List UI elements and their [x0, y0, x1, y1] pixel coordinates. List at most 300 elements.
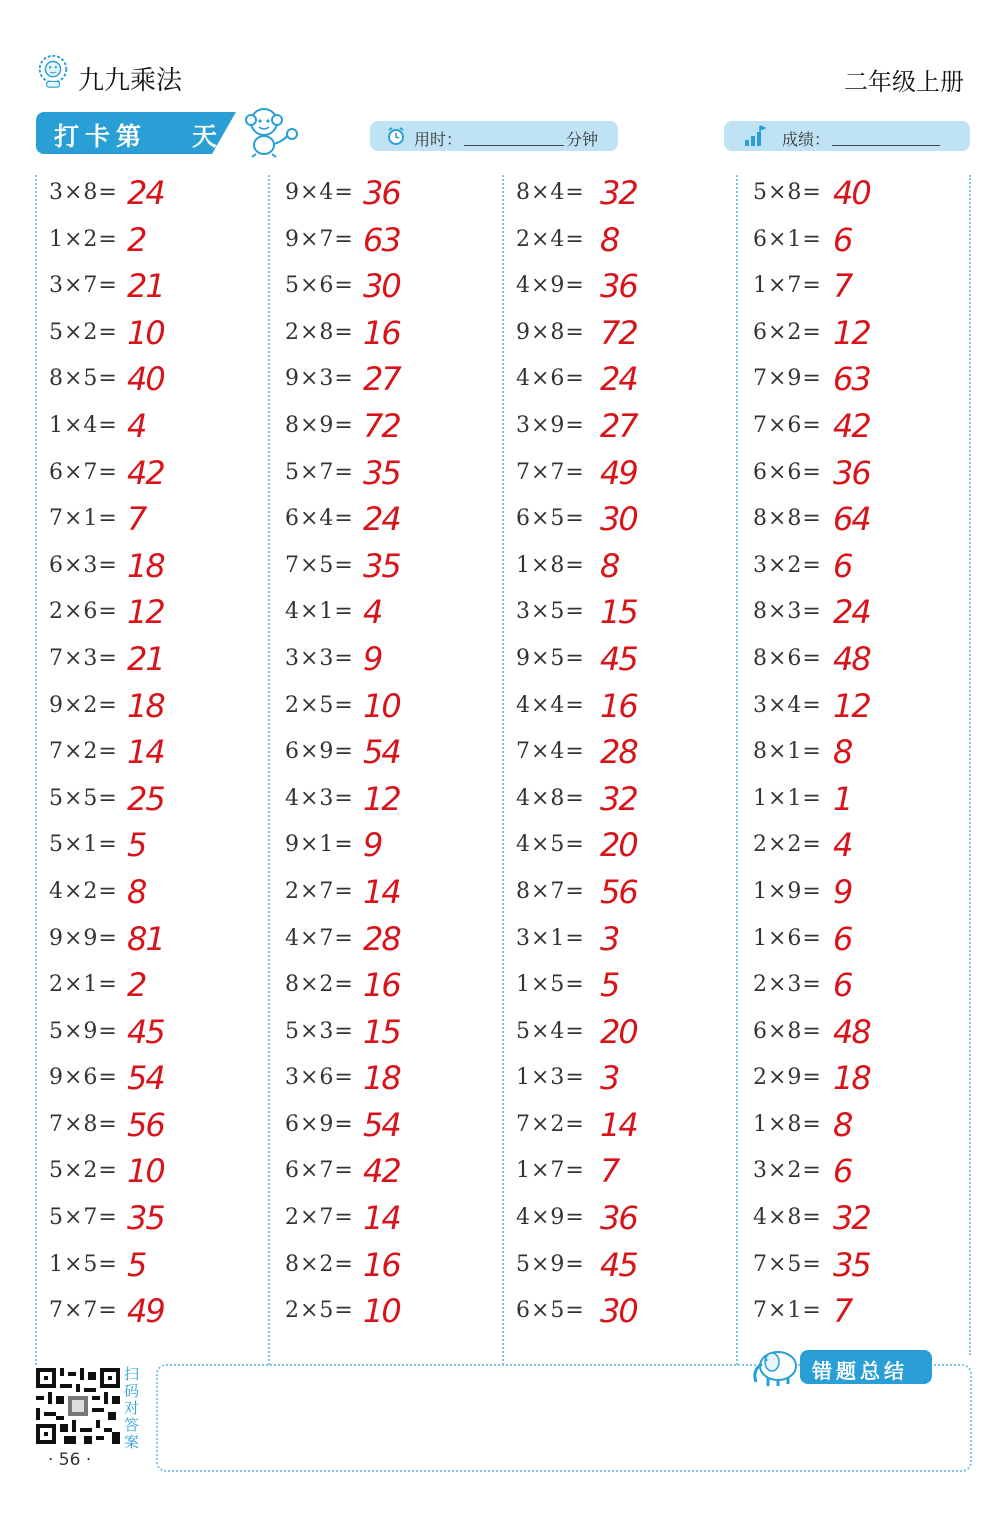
- equation-row: [285, 685, 515, 732]
- handwritten-answer[interactable]: 21: [127, 267, 164, 306]
- equation-row: [753, 1104, 983, 1151]
- equation-row: [753, 265, 983, 312]
- equation-question: 2×3=: [753, 972, 822, 998]
- handwritten-answer[interactable]: 14: [600, 1105, 637, 1144]
- equation-question: 5×2=: [49, 319, 118, 345]
- handwritten-answer[interactable]: 32: [600, 174, 637, 212]
- handwritten-answer[interactable]: 4: [363, 593, 382, 632]
- equation-row: [753, 1011, 983, 1058]
- handwritten-answer[interactable]: 49: [127, 1292, 164, 1331]
- clock-icon: [386, 126, 406, 146]
- equation-row: [516, 778, 746, 825]
- equation-row: [516, 1011, 746, 1058]
- equation-question: 3×1=: [516, 925, 585, 951]
- equation-question: 9×7=: [285, 226, 354, 252]
- equation-question: 5×7=: [285, 459, 354, 485]
- equation-row: [753, 498, 983, 545]
- handwritten-answer[interactable]: 15: [600, 593, 637, 632]
- equation-row: [49, 591, 279, 638]
- equation-question: 6×7=: [49, 459, 118, 485]
- qr-caption: 扫码对答案: [124, 1365, 140, 1451]
- equation-question: 6×1=: [753, 226, 822, 252]
- equation-row: [49, 1244, 279, 1291]
- equation-question: 3×7=: [49, 273, 118, 299]
- equation-question: 8×1=: [753, 739, 822, 765]
- equation-row: [753, 964, 983, 1011]
- handwritten-answer[interactable]: 12: [833, 313, 870, 352]
- equation-question: 7×7=: [516, 459, 585, 485]
- equation-question: 4×1=: [285, 599, 354, 625]
- handwritten-answer[interactable]: 8: [600, 546, 619, 585]
- equation-row: [49, 172, 279, 219]
- handwritten-answer[interactable]: 48: [833, 639, 870, 678]
- handwritten-answer[interactable]: 5: [127, 1245, 146, 1284]
- equation-question: 2×2=: [753, 832, 822, 858]
- handwritten-answer[interactable]: 35: [363, 453, 400, 492]
- equation-row: [285, 638, 515, 685]
- equation-row: [285, 871, 515, 918]
- handwritten-answer[interactable]: 36: [363, 174, 400, 212]
- page-title: 九九乘法: [78, 66, 183, 96]
- equation-question: 2×5=: [285, 692, 354, 718]
- equation-row: [516, 731, 746, 778]
- handwritten-answer[interactable]: 4: [833, 826, 852, 865]
- handwritten-answer[interactable]: 24: [833, 593, 870, 632]
- handwritten-answer[interactable]: 14: [127, 733, 164, 772]
- equation-row: [285, 964, 515, 1011]
- equation-row: [516, 1057, 746, 1104]
- equation-row: [285, 358, 515, 405]
- lion-icon: [34, 52, 72, 90]
- handwritten-answer[interactable]: 20: [600, 1012, 637, 1051]
- equation-question: 8×5=: [49, 366, 118, 392]
- handwritten-answer[interactable]: 36: [600, 267, 637, 306]
- handwritten-answer[interactable]: 15: [363, 1012, 400, 1051]
- handwritten-answer[interactable]: 72: [363, 406, 400, 445]
- equation-row: [753, 824, 983, 871]
- handwritten-answer[interactable]: 64: [833, 500, 870, 539]
- handwritten-answer[interactable]: 14: [363, 1199, 400, 1238]
- equation-row: [285, 824, 515, 871]
- equation-question: 2×8=: [285, 319, 354, 345]
- equation-question: 2×9=: [753, 1065, 822, 1091]
- equation-row: [285, 731, 515, 778]
- equation-question: 3×2=: [753, 1158, 822, 1184]
- handwritten-answer[interactable]: 1: [833, 779, 852, 818]
- handwritten-answer[interactable]: 4: [127, 406, 146, 445]
- equation-question: 2×7=: [285, 878, 354, 904]
- time-unit: 分钟: [566, 130, 599, 149]
- handwritten-answer[interactable]: 56: [127, 1105, 164, 1144]
- equation-row: [285, 1104, 515, 1151]
- equation-row: [516, 824, 746, 871]
- handwritten-answer[interactable]: 63: [363, 220, 400, 259]
- equation-question: 5×5=: [49, 785, 118, 811]
- handwritten-answer[interactable]: 27: [600, 406, 637, 445]
- handwritten-answer[interactable]: 35: [363, 546, 400, 585]
- equation-question: 5×2=: [49, 1158, 118, 1184]
- handwritten-answer[interactable]: 16: [363, 966, 400, 1005]
- equation-row: [49, 452, 279, 499]
- handwritten-answer[interactable]: 35: [127, 1199, 164, 1238]
- handwritten-answer[interactable]: 48: [833, 1012, 870, 1051]
- page-number: · 56 ·: [48, 1450, 92, 1470]
- handwritten-answer[interactable]: 28: [363, 919, 400, 958]
- equation-column-4: [753, 172, 983, 1337]
- equation-row: [753, 358, 983, 405]
- equation-question: 4×2=: [49, 878, 118, 904]
- handwritten-answer[interactable]: 5: [127, 826, 146, 865]
- equation-row: [516, 545, 746, 592]
- equation-row: [49, 312, 279, 359]
- equation-question: 5×1=: [49, 832, 118, 858]
- handwritten-answer[interactable]: 9: [363, 639, 382, 678]
- equation-row: [49, 498, 279, 545]
- handwritten-answer[interactable]: 10: [363, 1292, 400, 1331]
- equation-question: 8×8=: [753, 506, 822, 532]
- equation-question: 3×9=: [516, 412, 585, 438]
- equation-column-1: [49, 172, 279, 1337]
- equation-question: 7×1=: [753, 1298, 822, 1324]
- equation-question: 9×1=: [285, 832, 354, 858]
- equation-row: [49, 358, 279, 405]
- equation-question: 7×5=: [285, 552, 354, 578]
- equation-question: 4×5=: [516, 832, 585, 858]
- score-blank[interactable]: [832, 145, 940, 146]
- equation-row: [516, 358, 746, 405]
- handwritten-answer[interactable]: 18: [127, 546, 164, 585]
- handwritten-answer[interactable]: 7: [833, 267, 852, 306]
- handwritten-answer[interactable]: 27: [363, 360, 400, 399]
- equation-question: 6×3=: [49, 552, 118, 578]
- handwritten-answer[interactable]: 8: [833, 733, 852, 772]
- handwritten-answer[interactable]: 42: [363, 1152, 400, 1191]
- equation-row: [753, 545, 983, 592]
- equation-row: [285, 405, 515, 452]
- handwritten-answer[interactable]: 21: [127, 639, 164, 678]
- equation-row: [285, 1290, 515, 1337]
- checkin-day-unit: 天: [192, 122, 218, 151]
- equation-row: [516, 1197, 746, 1244]
- equation-question: 1×7=: [516, 1158, 585, 1184]
- equation-row: [49, 545, 279, 592]
- handwritten-answer[interactable]: 3: [600, 1059, 619, 1098]
- equation-row: [753, 1150, 983, 1197]
- equation-row: [285, 1244, 515, 1291]
- equation-question: 1×3=: [516, 1065, 585, 1091]
- equation-row: [49, 1057, 279, 1104]
- equation-row: [49, 1197, 279, 1244]
- handwritten-answer[interactable]: 35: [833, 1245, 870, 1284]
- handwritten-answer[interactable]: 7: [600, 1152, 619, 1191]
- equation-question: 7×9=: [753, 366, 822, 392]
- handwritten-answer[interactable]: 18: [127, 686, 164, 725]
- equation-row: [516, 685, 746, 732]
- equation-row: [49, 1104, 279, 1151]
- equation-question: 1×1=: [753, 785, 822, 811]
- equation-question: 4×9=: [516, 273, 585, 299]
- summary-label: 错题总结: [812, 1359, 908, 1383]
- handwritten-answer[interactable]: 9: [363, 826, 382, 865]
- equation-row: [49, 964, 279, 1011]
- equation-row: [285, 452, 515, 499]
- equation-row: [753, 1290, 983, 1337]
- equation-row: [285, 545, 515, 592]
- handwritten-answer[interactable]: 14: [363, 872, 400, 911]
- equation-row: [516, 871, 746, 918]
- equation-question: 4×8=: [516, 785, 585, 811]
- handwritten-answer[interactable]: 2: [127, 220, 146, 259]
- handwritten-answer[interactable]: 18: [833, 1059, 870, 1098]
- equation-question: 8×6=: [753, 645, 822, 671]
- equation-question: 9×4=: [285, 180, 354, 205]
- equation-row: [516, 312, 746, 359]
- handwritten-answer[interactable]: 56: [600, 872, 637, 911]
- handwritten-answer[interactable]: 63: [833, 360, 870, 399]
- equation-row: [516, 1104, 746, 1151]
- elephant-icon: [748, 1344, 802, 1388]
- equation-question: 3×8=: [49, 180, 118, 205]
- equation-row: [49, 871, 279, 918]
- equation-row: [49, 824, 279, 871]
- equation-question: 1×8=: [516, 552, 585, 578]
- equation-row: [516, 1150, 746, 1197]
- handwritten-answer[interactable]: 54: [363, 733, 400, 772]
- equation-question: 9×8=: [516, 319, 585, 345]
- equation-question: 7×2=: [49, 739, 118, 765]
- handwritten-answer[interactable]: 6: [833, 966, 852, 1005]
- equation-question: 9×2=: [49, 692, 118, 718]
- equation-question: 1×4=: [49, 412, 118, 438]
- handwritten-answer[interactable]: 7: [127, 500, 146, 539]
- equation-row: [49, 1290, 279, 1337]
- equation-question: 6×2=: [753, 319, 822, 345]
- handwritten-answer[interactable]: 54: [363, 1105, 400, 1144]
- handwritten-answer[interactable]: 24: [127, 174, 164, 212]
- equation-question: 7×5=: [753, 1251, 822, 1277]
- equation-row: [753, 1057, 983, 1104]
- handwritten-answer[interactable]: 2: [127, 966, 146, 1005]
- equation-question: 8×2=: [285, 972, 354, 998]
- handwritten-answer[interactable]: 5: [600, 966, 619, 1005]
- handwritten-answer[interactable]: 45: [127, 1012, 164, 1051]
- equation-column-3: [516, 172, 746, 1337]
- equation-row: [49, 219, 279, 266]
- equation-question: 4×7=: [285, 925, 354, 951]
- handwritten-answer[interactable]: 54: [127, 1059, 164, 1098]
- equation-question: 5×6=: [285, 273, 354, 299]
- time-blank[interactable]: [464, 145, 564, 146]
- equation-row: [285, 1197, 515, 1244]
- equation-question: 1×8=: [753, 1111, 822, 1137]
- equation-question: 7×4=: [516, 739, 585, 765]
- equation-row: [753, 405, 983, 452]
- equation-question: 9×9=: [49, 925, 118, 951]
- handwritten-answer[interactable]: 20: [600, 826, 637, 865]
- equation-row: [516, 964, 746, 1011]
- equation-row: [49, 778, 279, 825]
- equation-row: [516, 1290, 746, 1337]
- handwritten-answer[interactable]: 40: [127, 360, 164, 399]
- equation-question: 7×2=: [516, 1111, 585, 1137]
- equation-question: 7×1=: [49, 506, 118, 532]
- handwritten-answer[interactable]: 16: [363, 313, 400, 352]
- equation-column-2: [285, 172, 515, 1337]
- handwritten-answer[interactable]: 28: [600, 733, 637, 772]
- handwritten-answer[interactable]: 12: [833, 686, 870, 725]
- checkin-label: 打卡第: [54, 122, 148, 151]
- equation-question: 8×2=: [285, 1251, 354, 1277]
- equation-question: 6×5=: [516, 506, 585, 532]
- equation-question: 2×7=: [285, 1205, 354, 1231]
- equation-question: 4×3=: [285, 785, 354, 811]
- equation-question: 5×4=: [516, 1018, 585, 1044]
- equation-row: [285, 312, 515, 359]
- equation-question: 1×5=: [516, 972, 585, 998]
- equation-question: 7×8=: [49, 1111, 118, 1137]
- handwritten-answer[interactable]: 12: [127, 593, 164, 632]
- handwritten-answer[interactable]: 3: [600, 919, 619, 958]
- equation-question: 1×2=: [49, 226, 118, 252]
- handwritten-answer[interactable]: 10: [363, 686, 400, 725]
- equation-question: 6×5=: [516, 1298, 585, 1324]
- equation-question: 4×4=: [516, 692, 585, 718]
- handwritten-answer[interactable]: 12: [363, 779, 400, 818]
- handwritten-answer[interactable]: 6: [833, 919, 852, 958]
- equation-row: [753, 731, 983, 778]
- equation-row: [285, 1011, 515, 1058]
- handwritten-answer[interactable]: 7: [833, 1292, 852, 1331]
- handwritten-answer[interactable]: 72: [600, 313, 637, 352]
- equation-question: 7×6=: [753, 412, 822, 438]
- equation-question: 6×9=: [285, 1111, 354, 1137]
- equation-row: [516, 219, 746, 266]
- equation-row: [753, 452, 983, 499]
- equation-row: [516, 638, 746, 685]
- equation-question: 8×4=: [516, 180, 585, 205]
- grade-label: 二年级上册: [844, 68, 964, 96]
- equation-row: [753, 871, 983, 918]
- column-divider: [35, 175, 37, 1365]
- handwritten-answer[interactable]: 40: [833, 174, 870, 212]
- equation-row: [753, 312, 983, 359]
- monkey-icon: [238, 104, 300, 158]
- handwritten-answer[interactable]: 45: [600, 1245, 637, 1284]
- handwritten-answer[interactable]: 24: [363, 500, 400, 539]
- equation-question: 5×9=: [49, 1018, 118, 1044]
- equation-row: [49, 685, 279, 732]
- handwritten-answer[interactable]: 42: [833, 406, 870, 445]
- handwritten-answer[interactable]: 30: [600, 1292, 637, 1331]
- equation-row: [49, 1150, 279, 1197]
- handwritten-answer[interactable]: 8: [833, 1105, 852, 1144]
- equation-question: 7×3=: [49, 645, 118, 671]
- equation-question: 1×5=: [49, 1251, 118, 1277]
- equation-row: [753, 1244, 983, 1291]
- equation-question: 2×5=: [285, 1298, 354, 1324]
- handwritten-answer[interactable]: 45: [600, 639, 637, 678]
- handwritten-answer[interactable]: 25: [127, 779, 164, 818]
- equation-question: 7×7=: [49, 1298, 118, 1324]
- score-label: 成绩：: [782, 130, 831, 149]
- handwritten-answer[interactable]: 16: [363, 1245, 400, 1284]
- handwritten-answer[interactable]: 30: [363, 267, 400, 306]
- equation-question: 3×2=: [753, 552, 822, 578]
- equation-question: 3×4=: [753, 692, 822, 718]
- qr-code[interactable]: [36, 1368, 120, 1444]
- equation-question: 2×6=: [49, 599, 118, 625]
- handwritten-answer[interactable]: 6: [833, 546, 852, 585]
- handwritten-answer[interactable]: 8: [127, 872, 146, 911]
- equation-row: [753, 778, 983, 825]
- equation-row: [516, 1244, 746, 1291]
- equation-row: [285, 1057, 515, 1104]
- equation-question: 9×5=: [516, 645, 585, 671]
- equation-row: [753, 918, 983, 965]
- equation-question: 6×6=: [753, 459, 822, 485]
- handwritten-answer[interactable]: 36: [600, 1199, 637, 1238]
- equation-row: [516, 591, 746, 638]
- handwritten-answer[interactable]: 9: [833, 872, 852, 911]
- handwritten-answer[interactable]: 32: [833, 1199, 870, 1238]
- equation-question: 9×6=: [49, 1065, 118, 1091]
- equation-question: 8×3=: [753, 599, 822, 625]
- handwritten-answer[interactable]: 10: [127, 1152, 164, 1191]
- equation-row: [49, 918, 279, 965]
- equation-row: [516, 265, 746, 312]
- equation-row: [753, 172, 983, 219]
- handwritten-answer[interactable]: 49: [600, 453, 637, 492]
- handwritten-answer[interactable]: 36: [833, 453, 870, 492]
- equation-row: [753, 685, 983, 732]
- equation-row: [285, 778, 515, 825]
- equation-question: 5×7=: [49, 1205, 118, 1231]
- handwritten-answer[interactable]: 10: [127, 313, 164, 352]
- handwritten-answer[interactable]: 32: [600, 779, 637, 818]
- equation-question: 5×9=: [516, 1251, 585, 1277]
- handwritten-answer[interactable]: 81: [127, 919, 164, 958]
- equation-question: 5×3=: [285, 1018, 354, 1044]
- equation-question: 6×9=: [285, 739, 354, 765]
- equation-row: [753, 1197, 983, 1244]
- handwritten-answer[interactable]: 6: [833, 220, 852, 259]
- equation-question: 3×3=: [285, 645, 354, 671]
- equation-question: 4×6=: [516, 366, 585, 392]
- handwritten-answer[interactable]: 8: [600, 220, 619, 259]
- equation-question: 4×8=: [753, 1205, 822, 1231]
- handwritten-answer[interactable]: 42: [127, 453, 164, 492]
- equation-row: [516, 452, 746, 499]
- handwritten-answer[interactable]: 30: [600, 500, 637, 539]
- equation-row: [49, 405, 279, 452]
- equation-row: [753, 638, 983, 685]
- equation-question: 6×4=: [285, 506, 354, 532]
- equation-row: [285, 591, 515, 638]
- equation-row: [285, 219, 515, 266]
- handwritten-answer[interactable]: 18: [363, 1059, 400, 1098]
- equation-question: 6×8=: [753, 1018, 822, 1044]
- equation-row: [753, 591, 983, 638]
- handwritten-answer[interactable]: 24: [600, 360, 637, 399]
- handwritten-answer[interactable]: 16: [600, 686, 637, 725]
- handwritten-answer[interactable]: 6: [833, 1152, 852, 1191]
- equation-question: 2×1=: [49, 972, 118, 998]
- equation-row: [516, 172, 746, 219]
- equation-row: [49, 638, 279, 685]
- equation-question: 1×6=: [753, 925, 822, 951]
- chart-icon: [742, 124, 766, 148]
- equation-question: 6×7=: [285, 1158, 354, 1184]
